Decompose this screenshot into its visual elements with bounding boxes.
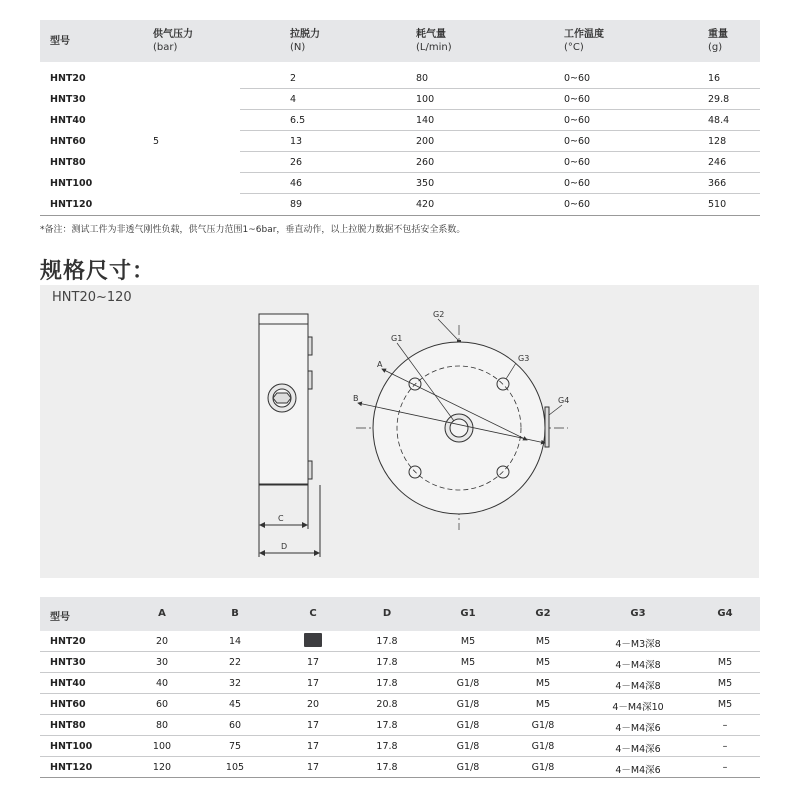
header-c: C: [309, 608, 317, 619]
cell-a: 120: [152, 762, 172, 773]
cell-model: HNT120: [50, 199, 93, 210]
cell-c: 17: [306, 720, 320, 731]
cell-g3: 4－M4深8: [615, 660, 661, 671]
cell-g3: 4－M3深8: [615, 639, 661, 650]
cell-temp: 0~60: [564, 157, 591, 168]
cell-force: 89: [290, 199, 303, 210]
cell-model: HNT60: [50, 699, 86, 710]
cell-temp: 0~60: [564, 199, 591, 210]
cell-model: HNT80: [50, 157, 86, 168]
spec-table-header: [40, 20, 760, 62]
cell-c: 20: [306, 699, 320, 710]
cell-model: HNT120: [50, 762, 93, 773]
header-pressure: 供气压力 (bar): [153, 29, 193, 53]
cell-temp: 0~60: [564, 94, 591, 105]
cell-temp: 0~60: [564, 115, 591, 126]
table-row: [40, 109, 760, 130]
cell-d: 17.8: [376, 762, 398, 773]
cell-air: 200: [416, 136, 435, 147]
cell-a: 60: [155, 699, 169, 710]
cell-g4: –: [722, 720, 728, 731]
table-row: [40, 736, 760, 757]
cell-air: 420: [416, 199, 435, 210]
cell-force: 46: [290, 178, 303, 189]
cell-g2: M5: [535, 657, 551, 668]
side-view: [259, 314, 320, 557]
cell-d: 17.8: [376, 678, 398, 689]
cell-weight: 29.8: [708, 94, 730, 105]
dim-label-d: D: [281, 542, 288, 551]
cell-b: 75: [228, 741, 242, 752]
cell-d: 17.8: [376, 636, 398, 647]
cell-air: 80: [416, 73, 429, 84]
cell-c-redacted: [304, 636, 322, 647]
cell-weight: 16: [708, 73, 721, 84]
cell-b: 60: [228, 720, 242, 731]
cell-b: 22: [228, 657, 242, 668]
cell-a: 30: [155, 657, 169, 668]
header-g2: G2: [535, 608, 551, 619]
table-row: [40, 193, 760, 214]
cell-b: 32: [228, 678, 242, 689]
cell-force: 2: [290, 73, 297, 84]
cell-g1: M5: [460, 657, 476, 668]
cell-b: 14: [228, 636, 242, 647]
cell-model: HNT30: [50, 94, 86, 105]
cell-c: 17: [306, 678, 320, 689]
cell-g4: –: [722, 741, 728, 752]
cell-a: 80: [155, 720, 169, 731]
cell-weight: 128: [708, 136, 727, 147]
header-g4: G4: [717, 608, 733, 619]
cell-model: HNT80: [50, 720, 86, 731]
cell-d: 20.8: [376, 699, 398, 710]
cell-b: 105: [225, 762, 245, 773]
cell-c: 17: [306, 741, 320, 752]
header-b: B: [231, 608, 239, 619]
cell-model: HNT20: [50, 636, 86, 647]
cell-c: 17: [306, 762, 320, 773]
table-row: [40, 88, 760, 109]
cell-temp: 0~60: [564, 73, 591, 84]
cell-g2: M5: [535, 636, 551, 647]
cell-g4: –: [722, 762, 728, 773]
cell-temp: 0~60: [564, 178, 591, 189]
header-d: D: [382, 608, 392, 619]
cell-g3: 4－M4深8: [615, 681, 661, 692]
cell-d: 17.8: [376, 720, 398, 731]
table-row: [40, 715, 760, 736]
cell-g1: G1/8: [456, 678, 480, 689]
dim-label-c: C: [278, 514, 284, 523]
cell-weight: 48.4: [708, 115, 730, 126]
front-view: [356, 319, 568, 530]
table-row: [40, 694, 760, 715]
table-row: [40, 631, 760, 652]
cell-force: 13: [290, 136, 303, 147]
redaction-block: [304, 633, 322, 647]
header-weight: 重量 (g): [708, 29, 728, 53]
header-g3: G3: [630, 608, 646, 619]
table-row: [40, 652, 760, 673]
drawing-label: HNT20~120: [52, 290, 132, 305]
cell-g4: M5: [717, 657, 733, 668]
cell-a: 40: [155, 678, 169, 689]
cell-g2: G1/8: [531, 741, 555, 752]
cell-model: HNT40: [50, 115, 86, 126]
dimension-table-header: [40, 597, 760, 631]
header-model: 型号: [50, 612, 70, 623]
cell-g1: G1/8: [456, 741, 480, 752]
cell-g1: G1/8: [456, 699, 480, 710]
table-row: [40, 172, 760, 193]
header-air-consumption: 耗气量 (L/min): [416, 29, 452, 53]
cell-c: 17: [306, 657, 320, 668]
technical-drawing-panel: [40, 285, 759, 578]
dim-label-b: B: [353, 394, 359, 403]
cell-a: 20: [155, 636, 169, 647]
cell-weight: 366: [708, 178, 727, 189]
table-row: [40, 130, 760, 151]
cell-force: 26: [290, 157, 303, 168]
spec-note: *备注：测试工件为非透气刚性负载，供气压力范围1~6bar，垂直动作，以上拉脱力数据不包括安全系数。: [40, 225, 466, 235]
cell-d: 17.8: [376, 741, 398, 752]
technical-drawing: [40, 285, 759, 578]
cell-g2: G1/8: [531, 762, 555, 773]
cell-d: 17.8: [376, 657, 398, 668]
cell-air: 140: [416, 115, 435, 126]
spec-table-body: [40, 62, 760, 235]
dim-label-g2: G2: [433, 310, 445, 319]
cell-g2: G1/8: [531, 720, 555, 731]
cell-force: 4: [290, 94, 297, 105]
dim-label-g4: G4: [558, 396, 570, 405]
cell-model: HNT60: [50, 136, 86, 147]
spec-table: [40, 20, 760, 235]
cell-model: HNT20: [50, 73, 86, 84]
cell-g2: M5: [535, 678, 551, 689]
cell-g2: M5: [535, 699, 551, 710]
cell-g3: 4－M4深6: [615, 765, 661, 776]
cell-force: 6.5: [290, 115, 306, 126]
cell-g1: G1/8: [456, 720, 480, 731]
dim-label-a: A: [377, 360, 383, 369]
dim-label-g3: G3: [518, 354, 530, 363]
cell-a: 100: [152, 741, 172, 752]
pressure-merged-cell: 5: [153, 136, 160, 147]
header-pull-force: 拉脱力 (N): [290, 29, 320, 53]
cell-model: HNT30: [50, 657, 86, 668]
cell-g3: 4－M4深10: [612, 702, 664, 713]
header-a: A: [158, 608, 166, 619]
cell-model: HNT40: [50, 678, 86, 689]
table-row: [40, 757, 760, 778]
table-row: [40, 673, 760, 694]
cell-model: HNT100: [50, 178, 93, 189]
dim-label-g1: G1: [391, 334, 403, 343]
cell-g3: 4－M4深6: [615, 723, 661, 734]
cell-b: 45: [228, 699, 242, 710]
cell-g4: M5: [717, 699, 733, 710]
cell-temp: 0~60: [564, 136, 591, 147]
cell-g1: G1/8: [456, 762, 480, 773]
cell-g1: M5: [460, 636, 476, 647]
header-g1: G1: [460, 608, 476, 619]
cell-air: 260: [416, 157, 435, 168]
cell-weight: 246: [708, 157, 727, 168]
cell-g3: 4－M4深6: [615, 744, 661, 755]
cell-model: HNT100: [50, 741, 93, 752]
cell-air: 100: [416, 94, 435, 105]
table-bottom-rule: [40, 215, 760, 216]
table-row: [40, 151, 760, 172]
dimension-table: [40, 597, 760, 778]
section-title: 规格尺寸：: [40, 259, 156, 284]
cell-air: 350: [416, 178, 435, 189]
header-model: 型号: [50, 36, 70, 47]
cell-g4: M5: [717, 678, 733, 689]
cell-weight: 510: [708, 199, 727, 210]
header-temperature: 工作温度 (°C): [564, 29, 604, 53]
table-row: [40, 67, 760, 88]
